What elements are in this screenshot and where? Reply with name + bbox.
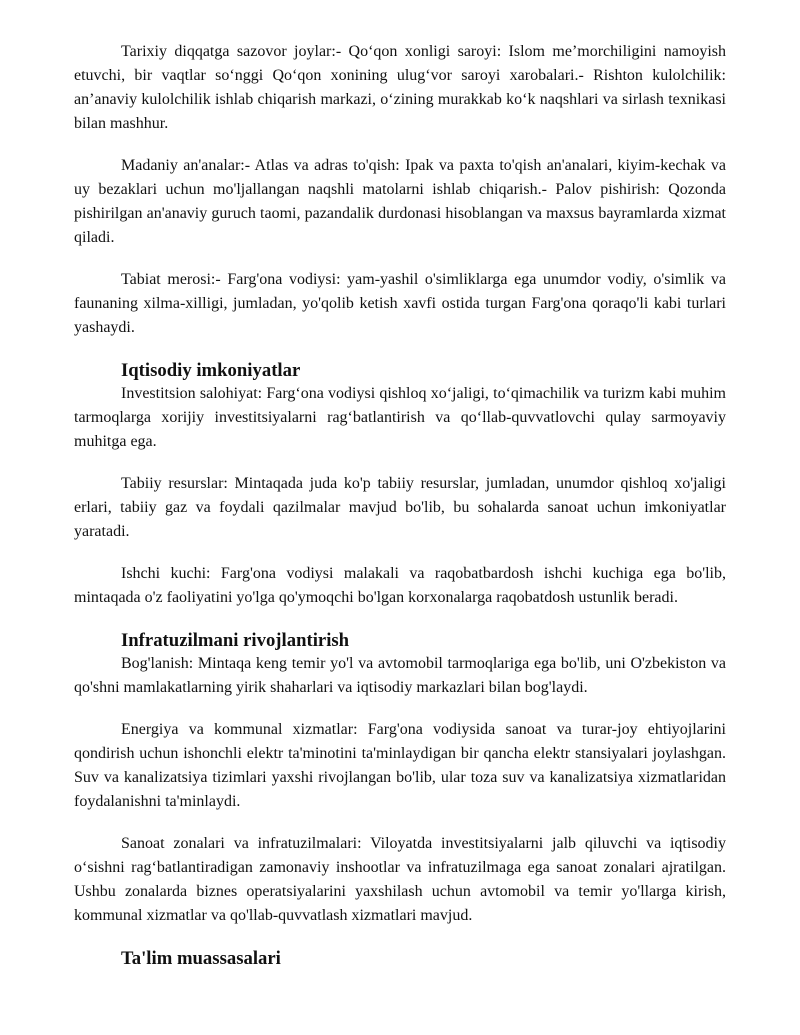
heading-educational-institutions: Ta'lim muassasalari: [121, 948, 281, 969]
heading-economic-opportunities: Iqtisodiy imkoniyatlar: [121, 360, 301, 381]
paragraph-energy-utilities: Energiya va kommunal xizmatlar: Farg'ona vodiysida sanoat va turar-joy ehtiyojlarini qondirish uchun ishonchli elektr ta'minotini ta'minlaydigan bir qancha elektr stansiyalari joylashgan. Suv va kanalizatsiya tizimlari yaxshi rivojlangan bo'lib, ular toza suv va kanalizatsiya xizmatlaridan foydalanishni ta'minlaydi.: [74, 721, 726, 810]
paragraph-natural-heritage: Tabiat merosi:- Farg'ona vodiysi: yam-yashil o'simliklarga ega unumdor vodiy, o'simlik va faunaning xilma-xilligi, jumladan, yo'qolib ketish xavfi ostida turgan Farg'ona qoraqo'li kabi turlari yashaydi.: [74, 271, 726, 336]
document-page: [74, 40, 726, 970]
paragraph-industrial-zones: Sanoat zonalari va infratuzilmalari: Viloyatda investitsiyalarni jalb qiluvchi va iqtisodiy o‘sishni rag‘batlantiradigan zamonaviy inshootlar va infratuzilmaga ega sanoat zonalari ajratilgan. Ushbu zonalarda biznes operatsiyalarini yaxshilash uchun avtomobil va temir yo'llarga kirish, kommunal xizmatlar va qo'llab-quvvatlash xizmatlari mavjud.: [74, 835, 726, 924]
paragraph-cultural-traditions: Madaniy an'analar:- Atlas va adras to'qish: Ipak va paxta to'qish an'analari, kiyim-kechak va uy bezaklari uchun mo'ljallangan naqshli matolarni ishlab chiqarish.- Palov pishirish: Qozonda pishirilgan an'anaviy guruch taomi, pazandalik durdonasi hisoblangan va maxsus bayramlarda xizmat qiladi.: [74, 157, 726, 246]
heading-infrastructure-development: Infratuzilmani rivojlantirish: [121, 630, 350, 651]
paragraph-natural-resources: Tabiiy resurslar: Mintaqada juda ko'p tabiiy resurslar, jumladan, unumdor qishloq xo'jaligi erlari, tabiiy gaz va foydali qazilmalar mavjud bo'lib, bu sohalarda sanoat uchun imkoniyatlar yaratadi.: [74, 475, 726, 540]
paragraph-historic-sites: Tarixiy diqqatga sazovor joylar:- Qo‘qon xonligi saroyi: Islom me’morchiligini namoyish etuvchi, bir vaqtlar so‘nggi Qo‘qon xonining ulug‘vor saroyi xarobalari.- Rishton kulolchilik: an’anaviy kulolchilik ishlab chiqarish markazi, o‘zining murakkab ko‘k naqshlari va sirlash texnikasi bilan mashhur.: [74, 43, 726, 132]
paragraph-connectivity: Bog'lanish: Mintaqa keng temir yo'l va avtomobil tarmoqlariga ega bo'lib, uni O'zbekiston va qo'shni mamlakatlarning yirik shaharlari va iqtisodiy markazlari bilan bog'laydi.: [74, 655, 726, 696]
paragraph-investment-potential: Investitsion salohiyat: Farg‘ona vodiysi qishloq xo‘jaligi, to‘qimachilik va turizm kabi muhim tarmoqlarga xorijiy investitsiyalarni rag‘batlantirish va qo‘llab-quvvatlovchi qulay sarmoyaviy muhitga ega.: [74, 385, 726, 450]
paragraph-workforce: Ishchi kuchi: Farg'ona vodiysi malakali va raqobatbardosh ishchi kuchiga ega bo'lib, mintaqada o'z faoliyatini yo'lga qo'ymoqchi bo'lgan korxonalarga raqobatdosh ustunlik beradi.: [74, 565, 726, 606]
